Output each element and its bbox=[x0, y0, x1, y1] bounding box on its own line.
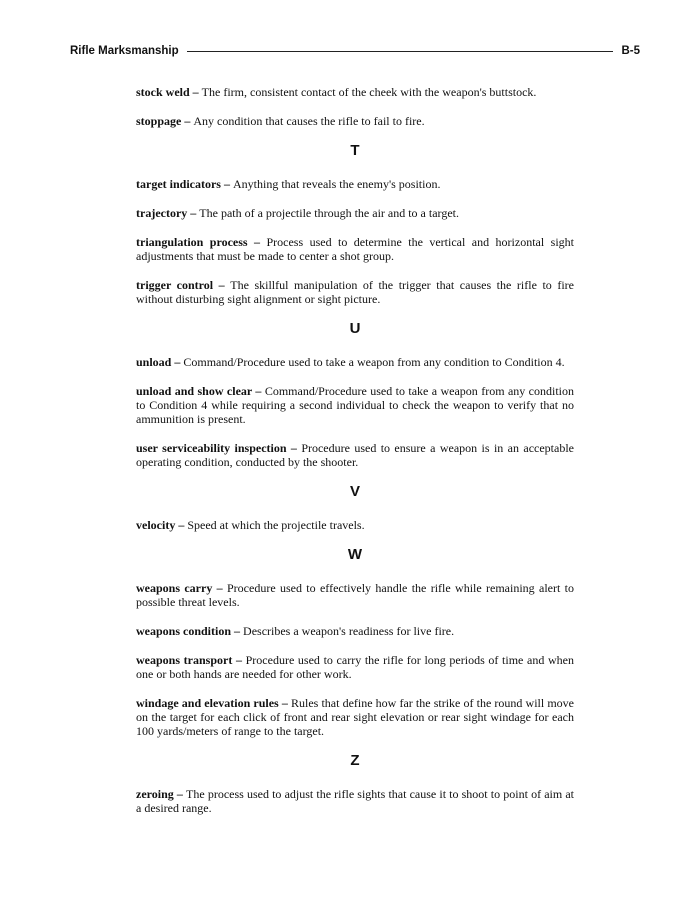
glossary-definition: Any condition that causes the rifle to fail to fire. bbox=[193, 114, 425, 128]
glossary-definition: Rules that define how far the strike of the round will move on the target for each click of front and rear sight elevation or rear sight windage for each 100 yards/meters of range to the target. bbox=[136, 696, 574, 738]
glossary-entry bbox=[136, 278, 574, 306]
glossary-term: weapons condition – bbox=[136, 624, 244, 638]
glossary-entry bbox=[136, 85, 574, 99]
glossary-term: zeroing – bbox=[136, 787, 187, 801]
glossary-term: unload – bbox=[136, 355, 184, 369]
glossary-definition: The skillful manipulation of the trigger that causes the rifle to fire without disturbing sight alignment or sight picture. bbox=[136, 278, 575, 306]
glossary-entry bbox=[136, 355, 574, 369]
page-header bbox=[70, 42, 640, 60]
section-letter-z: Z bbox=[350, 752, 360, 769]
glossary-entry bbox=[136, 696, 574, 738]
section-letter-v: V bbox=[349, 483, 360, 500]
glossary-term: stoppage – bbox=[136, 114, 194, 128]
glossary-term: velocity – bbox=[136, 518, 188, 532]
header-title: Rifle Marksmanship bbox=[70, 45, 179, 57]
glossary-term: windage and elevation rules – bbox=[136, 696, 291, 710]
glossary-term: trajectory – bbox=[136, 206, 200, 220]
glossary-entry bbox=[136, 441, 574, 469]
glossary-entry bbox=[136, 787, 574, 815]
header-rule bbox=[187, 51, 614, 52]
glossary-definition: The path of a projectile through the air and to a target. bbox=[199, 206, 459, 220]
glossary-entry bbox=[136, 624, 574, 638]
section-letter-t: T bbox=[350, 142, 360, 159]
glossary-term: stock weld – bbox=[136, 85, 202, 99]
page-number: B-5 bbox=[621, 45, 640, 57]
glossary-term: trigger control – bbox=[136, 278, 231, 292]
glossary-term: weapons transport – bbox=[136, 653, 246, 667]
glossary-entry bbox=[136, 206, 574, 220]
glossary-definition: Command/Procedure used to take a weapon from any condition to Condition 4. bbox=[183, 355, 565, 369]
glossary-entry bbox=[136, 114, 574, 128]
glossary-entry bbox=[136, 235, 574, 263]
glossary-term: weapons carry – bbox=[136, 581, 227, 595]
glossary-entry bbox=[136, 518, 574, 532]
glossary-definition: Describes a weapon's readiness for live fire. bbox=[243, 624, 455, 638]
glossary-definition: Procedure used to effectively handle the rifle while remaining alert to possible threat levels. bbox=[136, 581, 574, 609]
glossary-definition: Process used to determine the vertical and horizontal sight adjustments that must be made to center a shot group. bbox=[136, 235, 574, 263]
glossary-definition: The process used to adjust the rifle sights that cause it to shoot to point of aim at a desired range. bbox=[136, 787, 574, 815]
glossary-definition: Procedure used to carry the rifle for long periods of time and when one or both hands are needed for other work. bbox=[136, 653, 574, 681]
glossary-term: triangulation process – bbox=[136, 235, 267, 249]
glossary-term: unload and show clear – bbox=[136, 384, 265, 398]
section-letter-u: U bbox=[349, 320, 361, 337]
glossary-definition: The firm, consistent contact of the cheek with the weapon's buttstock. bbox=[201, 85, 537, 99]
glossary-entry bbox=[136, 653, 574, 681]
glossary-term: user serviceability inspection – bbox=[136, 441, 302, 455]
glossary-entry bbox=[136, 581, 574, 609]
section-letter-w: W bbox=[347, 546, 363, 563]
glossary-content bbox=[136, 85, 574, 830]
glossary-definition: Procedure used to ensure a weapon is in an acceptable operating condition, conducted by the shooter. bbox=[136, 441, 574, 469]
glossary-definition: Speed at which the projectile travels. bbox=[187, 518, 365, 532]
glossary-entry bbox=[136, 177, 574, 191]
glossary-definition: Anything that reveals the enemy's position. bbox=[232, 177, 441, 191]
glossary-term: target indicators – bbox=[136, 177, 233, 191]
glossary-definition: Command/Procedure used to take a weapon from any condition to Condition 4 while requiring a second individual to check the weapon to verify that no ammunition is present. bbox=[136, 384, 575, 426]
glossary-entry bbox=[136, 384, 574, 426]
